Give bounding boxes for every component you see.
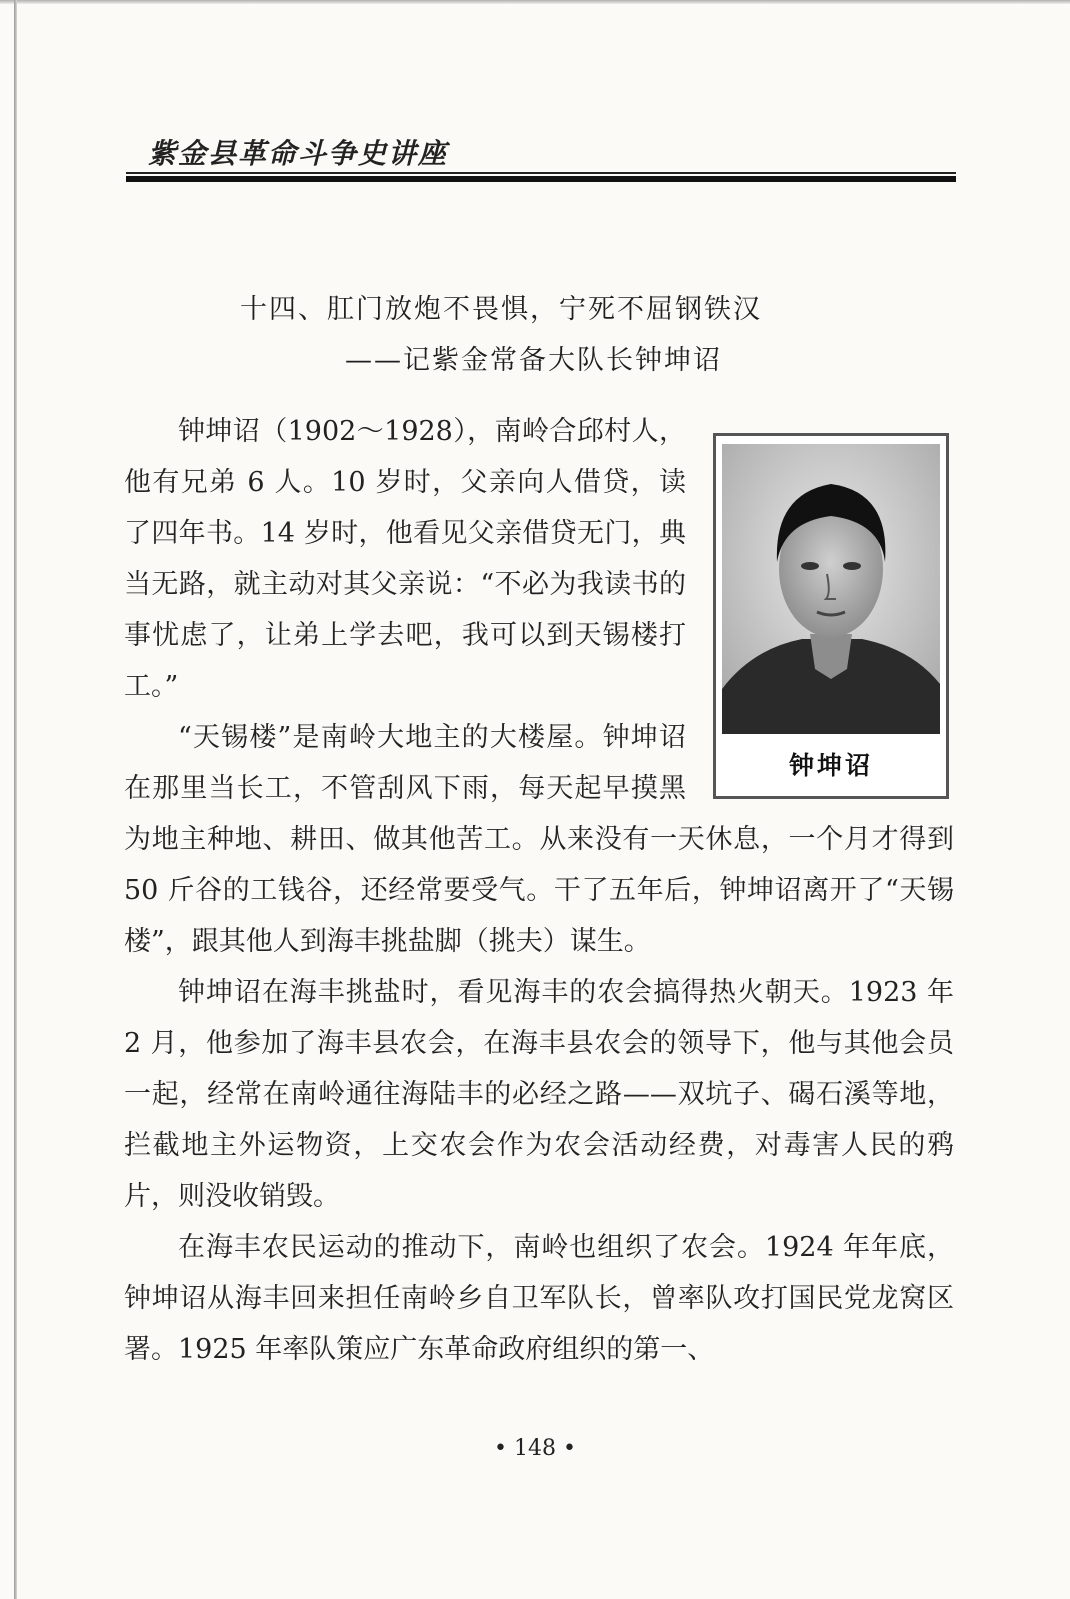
page-edge <box>0 0 1070 4</box>
paragraph-4: 在海丰农民运动的推动下，南岭也组织了农会。1924 年年底，钟坤诏从海丰回来担任南岭乡自卫军队长，曾率队攻打国民党龙窝区署。1925 年率队策应广东革命政府组织的第一、 <box>124 1232 954 1365</box>
paragraph-2 <box>124 712 954 967</box>
paragraph-2-text: “天锡楼”是南岭大地主的大楼屋。钟坤诏在那里当长工，不管刮风下雨，每天起早摸黑为地主种地、耕田、做其他苦工。从来没有一天休息，一个月才得到 50 斤谷的工钱谷，还经常要受气。干了五年后，钟坤诏离开了“天锡楼”，跟其他人到海丰挑盐脚（挑夫）谋生。 <box>124 722 954 957</box>
photo-caption: 钟坤诏 <box>788 751 873 780</box>
header-rule <box>126 172 956 182</box>
paragraph-3: 钟坤诏在海丰挑盐时，看见海丰的农会搞得热火朝天。1923 年 2 月，他参加了海丰县农会，在海丰县农会的领导下，他与其他会员一起，经常在南岭通往海陆丰的必经之路——双坑子、碣石溪等地，拦截地主外运物资，上交农会作为农会活动经费，对毒害人民的鸦片，则没收销毁。 <box>124 977 954 1212</box>
running-header: 紫金县革命斗争史讲座 <box>148 137 449 170</box>
page-binding-edge <box>14 0 17 1599</box>
chapter-title: 十四、肛门放炮不畏惧，宁死不屈钢铁汉 <box>240 294 762 325</box>
paragraph-1: 钟坤诏（1902～1928），南岭合邱村人，他有兄弟 6 人。10 岁时，父亲向人借贷，读了四年书。14 岁时，他看见父亲借贷无门，典当无路，就主动对其父亲说：“不必为我读书的事忧虑了，让弟上学去吧，我可以到天锡楼打工。” <box>124 416 686 702</box>
chapter-subtitle: ——记紫金常备大队长钟坤诏 <box>345 345 722 376</box>
page-number: • 148 • <box>494 1436 576 1461</box>
body-text <box>124 406 954 1375</box>
